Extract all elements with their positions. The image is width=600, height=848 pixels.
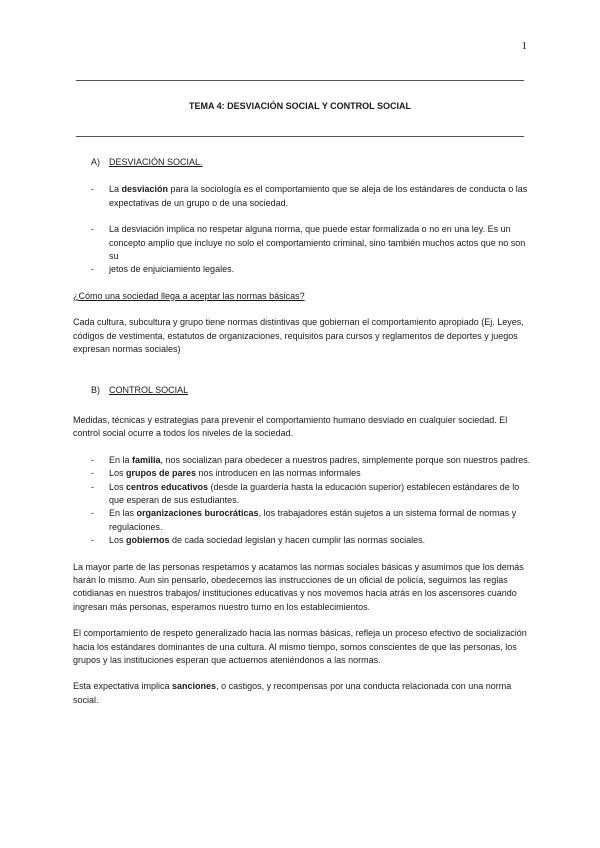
list-item: - Los centros educativos (desde la guardería hasta la educación superior) establecen estándares de lo que esperan de sus estudiantes. (91, 481, 520, 505)
bottom-rule (76, 136, 524, 137)
page-number: 1 (521, 40, 527, 52)
section-b-paragraph-3: Esta expectativa implica sanciones, o castigos, y recompensas por una conducta relacionada con una norma social. (73, 681, 512, 705)
list-item: - Los grupos de pares nos introducen en las normas informales (91, 468, 361, 479)
section-a-heading (91, 156, 533, 169)
section-b-intro: Medidas, técnicas y estrategias para prevenir el comportamiento humano desviado en cualquier sociedad. El control social ocurre a todos los niveles de la sociedad. (73, 414, 508, 439)
document-body (73, 150, 533, 707)
list-item: - La desviación para la sociología es el comportamiento que se aleja de los estándares de conducta o las expectativas de un grupo o de una sociedad. (91, 184, 528, 208)
section-a-paragraph: Cada cultura, subcultura y grupo tiene normas distintivas que gobiernan el comportamiento apropiado (Ej. Leyes, códigos de vestimenta, estatutos de organizaciones, requisitos para cursos y reglamentos de deportes y juegos expresan normas sociales) (73, 317, 524, 355)
list-item: - En las organizaciones burocráticas, los trabajadores están sujetos a un sistema formal de normas y regulaciones. (91, 508, 517, 532)
section-b-heading (91, 384, 533, 397)
section-b-paragraph-1: La mayor parte de las personas respetamos y acatamos las normas sociales básicas y asumimos que los demás harán lo mismo. Aun sin pensarlo, obedecemos las instrucciones de un oficial de policía, seguimos las reglas cotidianas en nuestros trabajos/ instituciones educativas y nos movemos hacia atrás en los ascensores cuando ingresan más personas, esperamos nuestro turno en los establecimientos. (73, 561, 524, 612)
top-rule (76, 80, 524, 81)
section-a-title: DESVIACIÓN SOCIAL. (109, 157, 203, 167)
section-b-list (73, 454, 533, 548)
document-title: TEMA 4: DESVIACIÓN SOCIAL Y CONTROL SOCIAL (188, 101, 412, 111)
section-a-question: ¿Cómo una sociedad llega a aceptar las normas básicas? (73, 290, 305, 301)
section-b-letter: B) (91, 385, 100, 396)
section-a-list (73, 183, 533, 276)
section-a-letter: A) (91, 157, 100, 167)
section-b-title: CONTROL SOCIAL (109, 385, 189, 396)
list-item: - La desviación implica no respetar alguna norma, que puede estar formalizada o no en una ley. Es un concepto amplio que incluye no solo el comportamiento criminal, sino también muchos actos que no son su (91, 224, 526, 262)
list-item: - Los gobiernos de cada sociedad legislan y hacen cumplir las normas sociales. (91, 535, 426, 546)
section-b-paragraph-2: El comportamiento de respeto generalizado hacia las normas básicas, refleja un proceso efectivo de socialización hacia los estándares dominantes de una cultura. Al mismo tiempo, somos conscientes de que las personas, los grupos y las instituciones esperan que actuemos ateniéndonos a las normas. (73, 628, 527, 665)
list-item: - jetos de enjuiciamiento legales. (91, 264, 235, 275)
list-item: - En la familia, nos socializan para obedecer a nuestros padres, simplemente porque son nuestros padres. (91, 454, 531, 465)
